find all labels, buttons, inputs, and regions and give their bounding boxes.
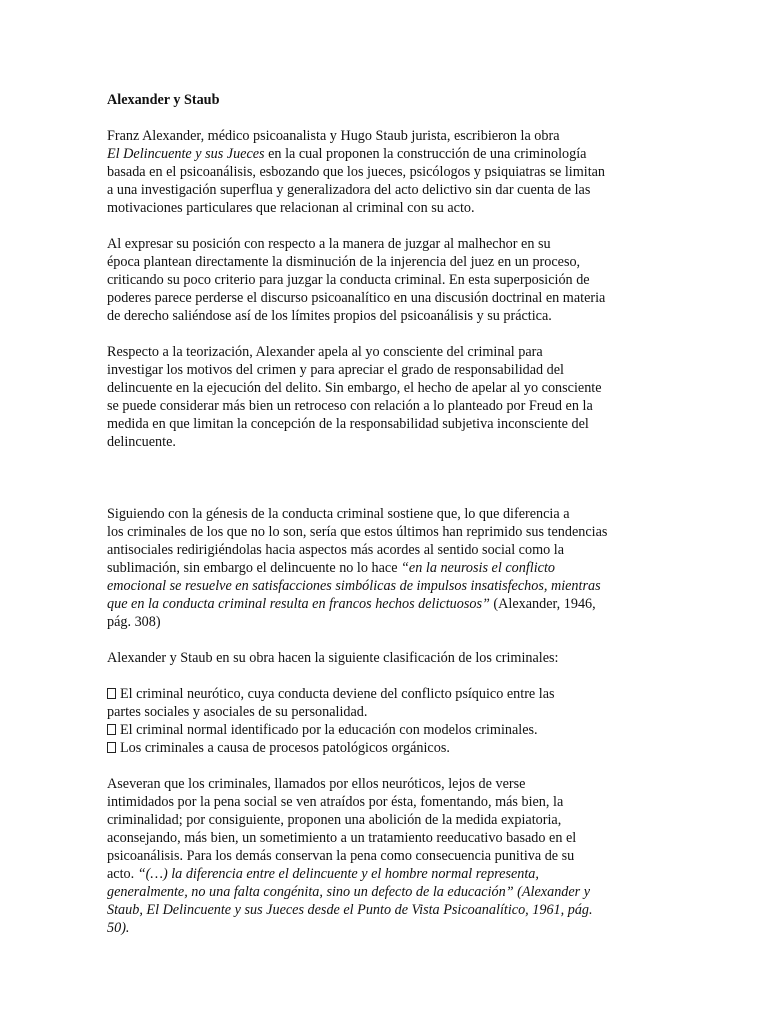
paragraph-line: los criminales de los que no lo son, sería que estos últimos han reprimido sus tendencias <box>107 524 608 540</box>
paragraph-line <box>107 595 647 613</box>
paragraph-line: época plantean directamente la disminución de la injerencia del juez en un proceso, <box>107 254 581 270</box>
paragraph-line: Al expresar su posición con respecto a la manera de juzgar al malhechor en su <box>107 236 551 252</box>
list-item-text: El criminal normal identificado por la educación con modelos criminales. <box>120 722 538 738</box>
paragraph-line <box>107 901 647 919</box>
paragraph-line: antisociales redirigiéndolas hacia aspectos más acordes al sentido social como la <box>107 542 564 558</box>
paragraph-line: criticando su poco criterio para juzgar la conducta criminal. En esta superposición de <box>107 272 590 288</box>
paragraph-line: Respecto a la teorización, Alexander apela al yo consciente del criminal para <box>107 344 543 360</box>
paragraph-line: intimidados por la pena social se ven atraídos por ésta, fomentando, más bien, la <box>107 794 564 810</box>
paragraph-5: Alexander y Staub en su obra hacen la siguiente clasificación de los criminales: <box>107 650 559 666</box>
paragraph-line: aconsejando, más bien, un sometimiento a un tratamiento reeducativo basado en el <box>107 830 577 846</box>
paragraph-line: Aseveran que los criminales, llamados por ellos neuróticos, lejos de verse <box>107 776 526 792</box>
bullet-icon <box>107 688 116 699</box>
paragraph-line: poderes parece perderse el discurso psicoanalítico en una discusión doctrinal en materia <box>107 290 606 306</box>
bullet-icon <box>107 742 116 753</box>
quote-text: “en la neurosis el conflicto <box>401 560 555 576</box>
paragraph-2 <box>107 235 647 325</box>
paragraph-line: pág. 308) <box>107 614 161 630</box>
paragraph-text: en la cual proponen la construcción de una criminología <box>264 146 587 162</box>
paragraph-line: Franz Alexander, médico psicoanalista y Hugo Staub jurista, escribieron la obra <box>107 128 560 144</box>
paragraph-6 <box>107 775 647 937</box>
paragraph-line: basada en el psicoanálisis, esbozando que los jueces, psicólogos y psiquiatras se limitan <box>107 164 606 180</box>
list-item-text: Los criminales a causa de procesos patológicos orgánicos. <box>120 740 450 756</box>
paragraph-line <box>107 559 647 577</box>
paragraph-line: se puede considerar más bien un retroceso con relación a lo planteado por Freud en la <box>107 398 593 414</box>
list-item-continuation: partes sociales y asociales de su personalidad. <box>107 704 368 720</box>
list-item <box>107 721 647 739</box>
paragraph-3 <box>107 343 647 451</box>
paragraph-1 <box>107 127 647 217</box>
paragraph-4 <box>107 505 647 631</box>
paragraph-line <box>107 865 647 883</box>
document-title: Alexander y Staub <box>107 92 220 108</box>
quote-text: emocional se resuelve en satisfacciones simbólicas de impulsos insatisfechos, mientras <box>107 578 601 594</box>
quote-text: Staub, El Delincuente y sus Jueces desde el Punto de Vista Psicoanalítico, 1961, pág. <box>107 902 593 918</box>
classification-list <box>107 685 647 757</box>
document-page <box>107 91 647 955</box>
book-title: El Delincuente y sus Jueces <box>107 146 265 162</box>
quote-text: generalmente, no una falta congénita, sino un defecto de la educación” (Alexander y <box>107 884 591 900</box>
list-item <box>107 685 647 703</box>
paragraph-line: a una investigación superflua y generalizadora del acto delictivo sin dar cuenta de las <box>107 182 591 198</box>
list-item <box>107 739 647 757</box>
paragraph-line: delincuente en la ejecución del delito. Sin embargo, el hecho de apelar al yo consciente <box>107 380 602 396</box>
paragraph-text: acto. <box>107 866 138 882</box>
paragraph-line: medida en que limitan la concepción de la responsabilidad subjetiva inconsciente del <box>107 416 589 432</box>
paragraph-line <box>107 577 647 595</box>
citation-text: (Alexander, 1946, <box>489 596 596 612</box>
quote-text: “(…) la diferencia entre el delincuente y el hombre normal representa, <box>137 866 539 882</box>
paragraph-line <box>107 883 647 901</box>
paragraph-text: sublimación, sin embargo el delincuente no lo hace <box>107 560 402 576</box>
paragraph-line <box>107 145 647 163</box>
paragraph-line: delincuente. <box>107 434 176 450</box>
paragraph-line: de derecho saliéndose así de los límites propios del psicoanálisis y su práctica. <box>107 308 552 324</box>
bullet-icon <box>107 724 116 735</box>
paragraph-line: motivaciones particulares que relacionan al criminal con su acto. <box>107 200 475 216</box>
list-item-text: El criminal neurótico, cuya conducta deviene del conflicto psíquico entre las <box>120 686 555 702</box>
paragraph-line <box>107 919 647 937</box>
paragraph-line: psicoanálisis. Para los demás conservan la pena como consecuencia punitiva de su <box>107 848 575 864</box>
quote-text: que en la conducta criminal resulta en francos hechos delictuosos” <box>107 596 490 612</box>
blank-space <box>107 469 647 505</box>
quote-text: 50). <box>107 920 130 936</box>
paragraph-line: criminalidad; por consiguiente, proponen una abolición de la medida expiatoria, <box>107 812 562 828</box>
paragraph-line: investigar los motivos del crimen y para apreciar el grado de responsabilidad del <box>107 362 564 378</box>
paragraph-line: Siguiendo con la génesis de la conducta criminal sostiene que, lo que diferencia a <box>107 506 570 522</box>
